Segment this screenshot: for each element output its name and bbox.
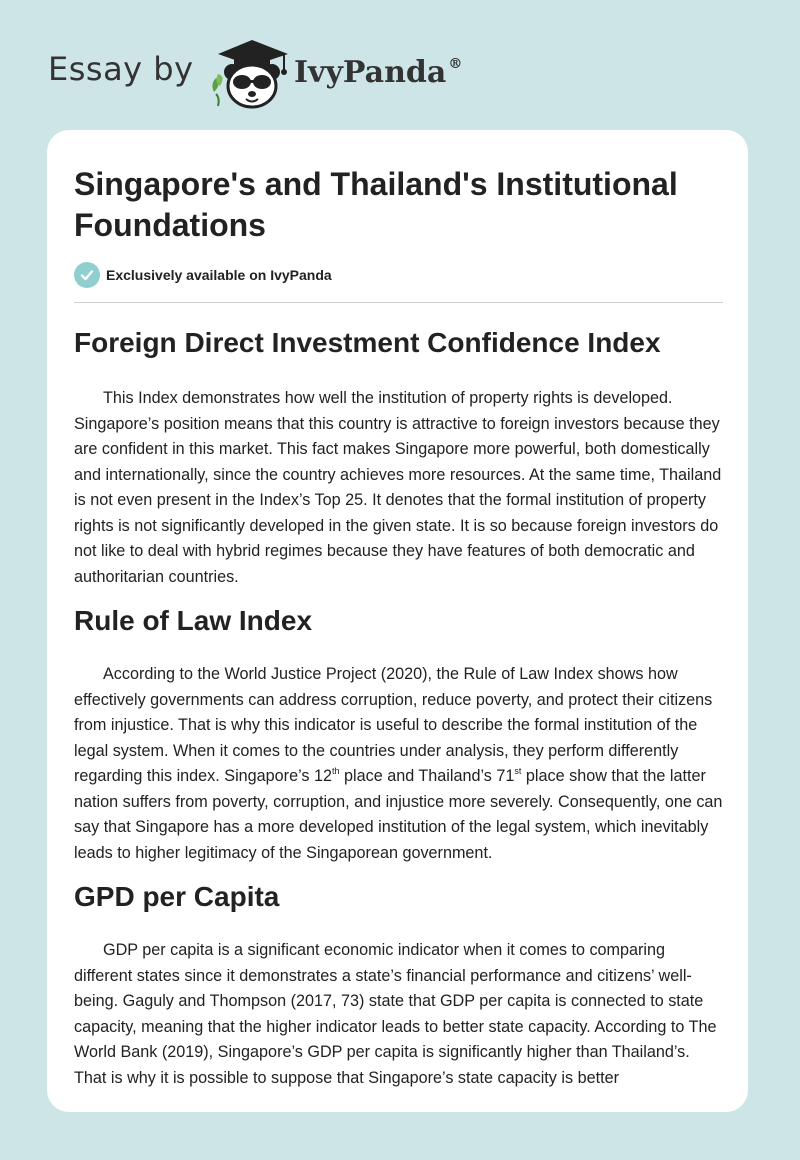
checkmark-icon <box>74 262 100 288</box>
section-paragraph-gdp: GDP per capita is a significant economic indicator when it comes to comparing different states since it demonstrates a state’s financial performance and citizens’ well-being. Gaguly and Thompson (2017, 73) state that GDP per capita is connected to state capacity, meaning that the higher indicator leads to better state capacity. According to The World Bank (2019), Singapore’s GDP per capita is significantly higher than Thailand’s. That is why it is possible to suppose that Singapore’s state capacity is better <box>74 941 717 1087</box>
essay-title: Singapore's and Thailand's Institutional Foundations <box>74 166 678 243</box>
rol-sup-1: th <box>331 766 340 776</box>
rol-text-part2: place and Thailand’s 71 <box>339 767 515 785</box>
section-paragraph-fdi: This Index demonstrates how well the institution of property rights is developed. Singapore’s position means that this country is attractive to foreign investors because they are confident in this market. This fact makes Singapore more powerful, both domestically and internationally, since the country achieves more resources. At the same time, Thailand is not even present in the Index’s Top 25. It denotes that the formal institution of property rights is not significantly developed in the given state. It is so because foreign investors do not like to deal with hybrid regimes because they have features of both democratic and authoritarian countries. <box>74 389 722 586</box>
exclusive-label: Exclusively available on IvyPanda <box>106 267 332 283</box>
site-header <box>0 0 800 130</box>
brand-name <box>294 55 462 90</box>
brand-text: IvyPanda <box>294 55 447 90</box>
exclusive-badge <box>74 262 332 288</box>
rol-text-part1: According to the World Justice Project (2020), the Rule of Law Index shows how effectively governments can address corruption, reduce poverty, and protect their citizens from injustice. That is why this indicator is useful to describe the formal institution of the legal system. When it comes to the countries under analysis, they perform differently regarding this index. Singapore’s 12 <box>74 665 713 785</box>
section-heading-gdp: GPD per Capita <box>74 881 280 912</box>
registered-mark: ® <box>448 56 463 72</box>
essay-by-label: Essay by <box>48 50 194 88</box>
divider <box>74 302 723 303</box>
section-heading-fdi: Foreign Direct Investment Confidence Index <box>74 327 661 358</box>
section-heading-rule-of-law: Rule of Law Index <box>74 605 313 636</box>
panda-graduate-icon <box>200 34 296 110</box>
rol-text-part3: place show that the latter nation suffers from poverty, corruption, and injustice more severely. Consequently, one can say that Singapore has a more developed institution of the legal system, which inevitably leads to higher legitimacy of the Singaporean government. <box>74 767 723 862</box>
section-paragraph-rule-of-law <box>74 662 726 866</box>
ivypanda-logo[interactable] <box>200 34 296 110</box>
rol-sup-2: st <box>514 766 522 776</box>
essay-card <box>47 130 748 1112</box>
